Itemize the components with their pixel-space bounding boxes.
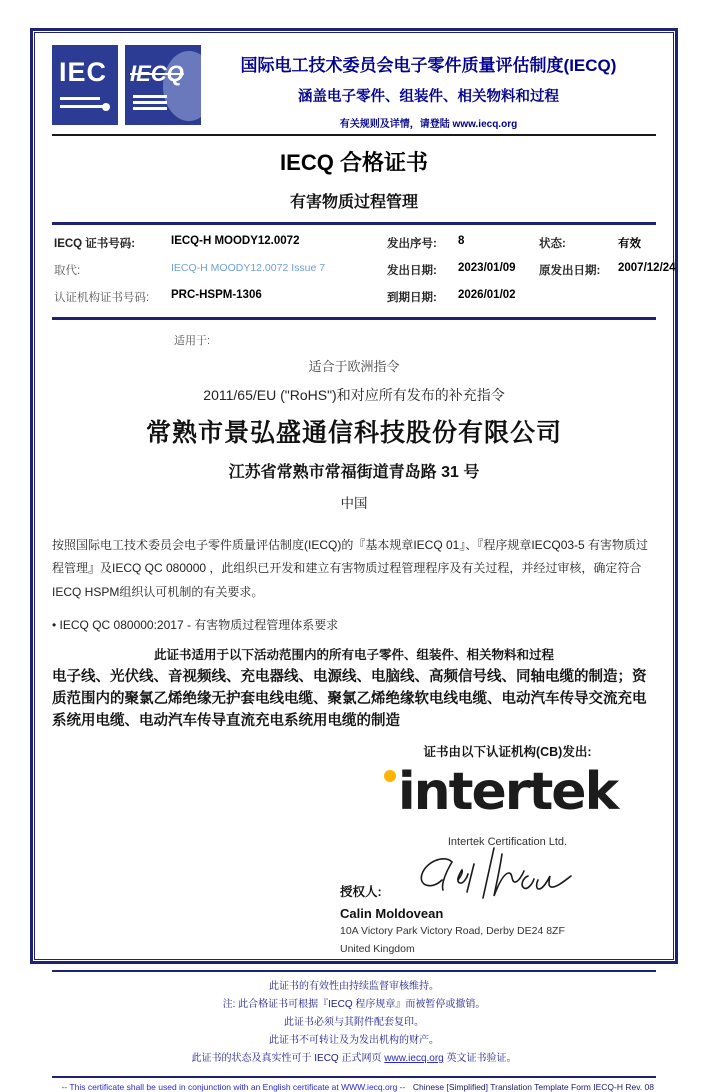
supersedes-label: 取代: bbox=[54, 265, 81, 277]
footnote-line: 此证书必须与其附件配套复印。 bbox=[284, 1016, 424, 1028]
authorized-person-name: Calin Moldovean bbox=[340, 906, 444, 922]
authorized-person-label: 授权人: bbox=[340, 885, 382, 900]
scheme-info-line: 有关规则及详情，请登陆 www.iecq.org bbox=[339, 119, 518, 130]
footnote-line: 此证书不可转让及为发出机构的财产。 bbox=[269, 1034, 439, 1046]
header bbox=[52, 41, 656, 130]
status-label: 状态: bbox=[539, 238, 566, 250]
cb-cert-number-value: PRC-HSPM-1306 bbox=[171, 289, 262, 301]
scope-text: 电子线、光伏线、音视频线、充电器线、电源线、电脑线、高频信号线、同轴电缆的制造；资质范围内的聚氯乙烯绝缘无护套电线电缆、聚氯乙烯绝缘软电线电缆、电动汽车传导交流充电系统用电缆、电动汽车传导直流充电系统用电缆的制造 bbox=[52, 669, 647, 729]
certificate-details bbox=[52, 225, 676, 317]
bottom-template-note: Chinese [Simplified] Translation Template Form IECQ-H Rev. 08 bbox=[412, 1081, 654, 1092]
intertek-logo-text: intertek bbox=[397, 762, 618, 823]
iec-logo-line bbox=[60, 105, 106, 108]
certificate-title: IECQ 合格证书 bbox=[280, 150, 428, 175]
issue-number-value: 8 bbox=[458, 235, 465, 247]
details-divider bbox=[52, 317, 656, 320]
status-value: 有效 bbox=[618, 238, 641, 250]
iec-logo-dot bbox=[102, 103, 110, 111]
logo-group bbox=[52, 45, 201, 125]
directive-line-1: 适合于欧洲指令 bbox=[308, 359, 400, 374]
header-titles bbox=[201, 45, 656, 130]
company-name: 常熟市景弘盛通信科技股份有限公司 bbox=[145, 419, 562, 447]
intertek-logo bbox=[340, 762, 675, 834]
intertek-logo-dot-icon bbox=[384, 770, 396, 782]
expiry-date-label: 到期日期: bbox=[387, 292, 437, 304]
company-country: 中国 bbox=[340, 496, 368, 511]
certification-body-block bbox=[340, 742, 675, 955]
iecq-logo-line bbox=[133, 101, 167, 104]
issued-to-label: 适用于: bbox=[174, 335, 211, 347]
cert-number-value: IECQ-H MOODY12.0072 bbox=[171, 235, 300, 247]
issue-number-label: 发出序号: bbox=[387, 238, 437, 250]
expiry-date-value: 2026/01/02 bbox=[458, 289, 516, 301]
scope-heading: 此证书适用于以下活动范围内的所有电子零件、组装件、相关物料和过程 bbox=[153, 648, 554, 663]
scheme-coverage: 涵盖电子零件、组装件、相关物料和过程 bbox=[298, 89, 559, 105]
scheme-title: 国际电工技术委员会电子零件质量评估制度(IECQ) bbox=[240, 56, 617, 75]
standard-bullet: • IECQ QC 080000:2017 - 有害物质过程管理体系要求 bbox=[52, 618, 339, 633]
issue-date-value: 2023/01/09 bbox=[458, 262, 516, 274]
original-issue-date-value: 2007/12/24 bbox=[618, 262, 676, 274]
footnote-verify-prefix: 此证书的状态及真实性可于 IECQ 正式网页 bbox=[191, 1052, 385, 1064]
cb-address-line2: United Kingdom bbox=[340, 942, 415, 955]
iec-logo-icon bbox=[52, 45, 118, 125]
cb-issued-line: 证书由以下认证机构(CB)发出: bbox=[423, 745, 592, 760]
iec-logo-line bbox=[60, 97, 100, 100]
supersedes-link[interactable]: IECQ-H MOODY12.0072 Issue 7 bbox=[171, 262, 326, 274]
directive-line-2: 2011/65/EU ("RoHS")和对应所有发布的补充指令 bbox=[203, 387, 505, 403]
iecq-logo-label: IECQ bbox=[130, 61, 184, 86]
cb-address-line1: 10A Victory Park Victory Road, Derby DE24 8ZF bbox=[340, 925, 565, 938]
issue-date-label: 发出日期: bbox=[387, 265, 437, 277]
footnotes bbox=[52, 970, 656, 1078]
certificate-border bbox=[30, 28, 678, 1092]
bottom-row bbox=[52, 1078, 656, 1092]
company-address: 江苏省常熟市常福街道青岛路 31 号 bbox=[228, 464, 480, 481]
cert-number-label: IECQ 证书号码: bbox=[54, 238, 136, 250]
iec-logo-label: IEC bbox=[59, 57, 108, 87]
iecq-website-link[interactable]: www.iecq.org bbox=[384, 1052, 444, 1064]
cb-name: Intertek Certification Ltd. bbox=[447, 836, 568, 849]
footnote-verify-suffix: 英文证书验证。 bbox=[443, 1052, 517, 1064]
conformity-statement: 按照国际电工技术委员会电子零件质量评估制度(IECQ)的『基本规章IECQ 01』、『程序规章IECQ03-5 有害物质过程管理』及IECQ QC 080000 ，此组织已开发和建立有害物质过程管理程序及有关过程，并经过审核，确定符合IECQ HSPM组织认可机制的有关要求。 bbox=[52, 538, 649, 599]
iecq-logo-line bbox=[133, 107, 167, 110]
original-issue-date-label: 原发出日期: bbox=[539, 265, 601, 277]
footnote-line: 此证书的有效性由持续监督审核维持。 bbox=[269, 980, 439, 992]
cb-cert-number-label: 认证机构证书号码: bbox=[54, 292, 150, 304]
signature-icon bbox=[412, 844, 602, 906]
certificate-subtitle: 有害物质过程管理 bbox=[289, 194, 418, 211]
bottom-english-note: -- This certificate shall be used in conjunction with an English certificate at WWW.iecq.org -- bbox=[61, 1081, 406, 1092]
certificate-page bbox=[37, 35, 676, 1092]
iecq-logo-icon bbox=[125, 45, 201, 125]
footnote-line-verify bbox=[52, 1050, 656, 1068]
iecq-logo-line bbox=[133, 95, 167, 98]
certificate-inner-border bbox=[34, 32, 676, 1092]
footnote-line: 注: 此合格证书可根据『IECQ 程序规章』而被暂停或撤销。 bbox=[222, 998, 486, 1010]
header-divider bbox=[52, 134, 656, 136]
